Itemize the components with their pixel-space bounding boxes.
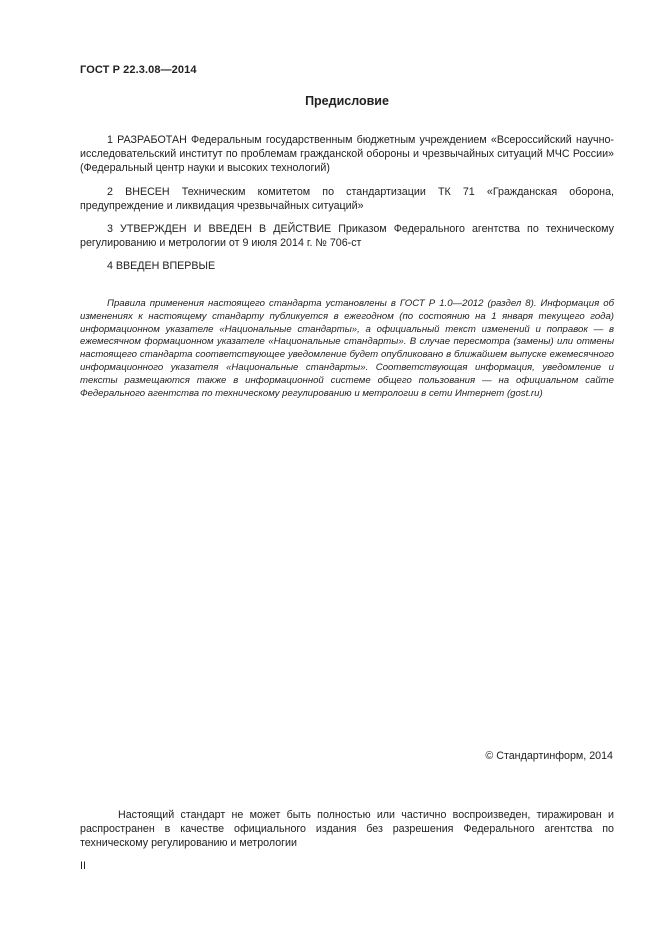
foreword-item-first-introduced: 4 ВВЕДЕН ВПЕРВЫЕ [107,260,216,273]
page-title: Предисловие [305,94,389,108]
foreword-item-approved: 3 УТВЕРЖДЕН И ВВЕДЕН В ДЕЙСТВИЕ Приказом Федерального агентства по техническому регулированию и метрологии от 9 июля 2014 г. № 706-ст [80,223,614,250]
foreword-item-developed: 1 РАЗРАБОТАН Федеральным государственным бюджетным учреждением «Всероссийский научно-исследовательский институт по проблемам гражданской обороны и чрезвычайных ситуаций МЧС России» (Федеральный центр науки и высоких технологий) [80,134,614,175]
document-id-header: ГОСТ Р 22.3.08—2014 [80,64,197,76]
foreword-item-submitted: 2 ВНЕСЕН Техническим комитетом по стандартизации ТК 71 «Гражданская оборона, предупреждение и ликвидация чрезвычайных ситуаций» [80,185,614,212]
reproduction-rights-notice: Настоящий стандарт не может быть полностью или частично воспроизведен, тиражирован и распространен в качестве официального издания без разрешения Федерального агентства по техническому регулированию и метрологии [80,809,614,849]
application-rules-note: Правила применения настоящего стандарта установлены в ГОСТ Р 1.0—2012 (раздел 8). Информация об изменениях к настоящему стандарту публикуется в ежегодном (по состоянию на 1 января текущего года) информационном указателе «Национальные стандарты», а официальный текст изменений и поправок — в ежемесячном формационном указателе «Национальные стандарты». В случае пересмотра (замены) или отмены настоящего стандарта соответствующее уведомление будет опубликовано в ближайшем выпуске ежемесячного информационного указателя «Национальные стандарты». Соответствующая информация, уведомление и тексты размещаются также в информационной системе общего пользования — на официальном сайте Федерального агентства по техническому регулированию и метрологии в сети Интернет (gost.ru) [80,298,614,399]
page-number: II [80,860,86,872]
foreword-items [80,133,614,283]
copyright-notice: © Стандартинформ, 2014 [485,750,613,762]
